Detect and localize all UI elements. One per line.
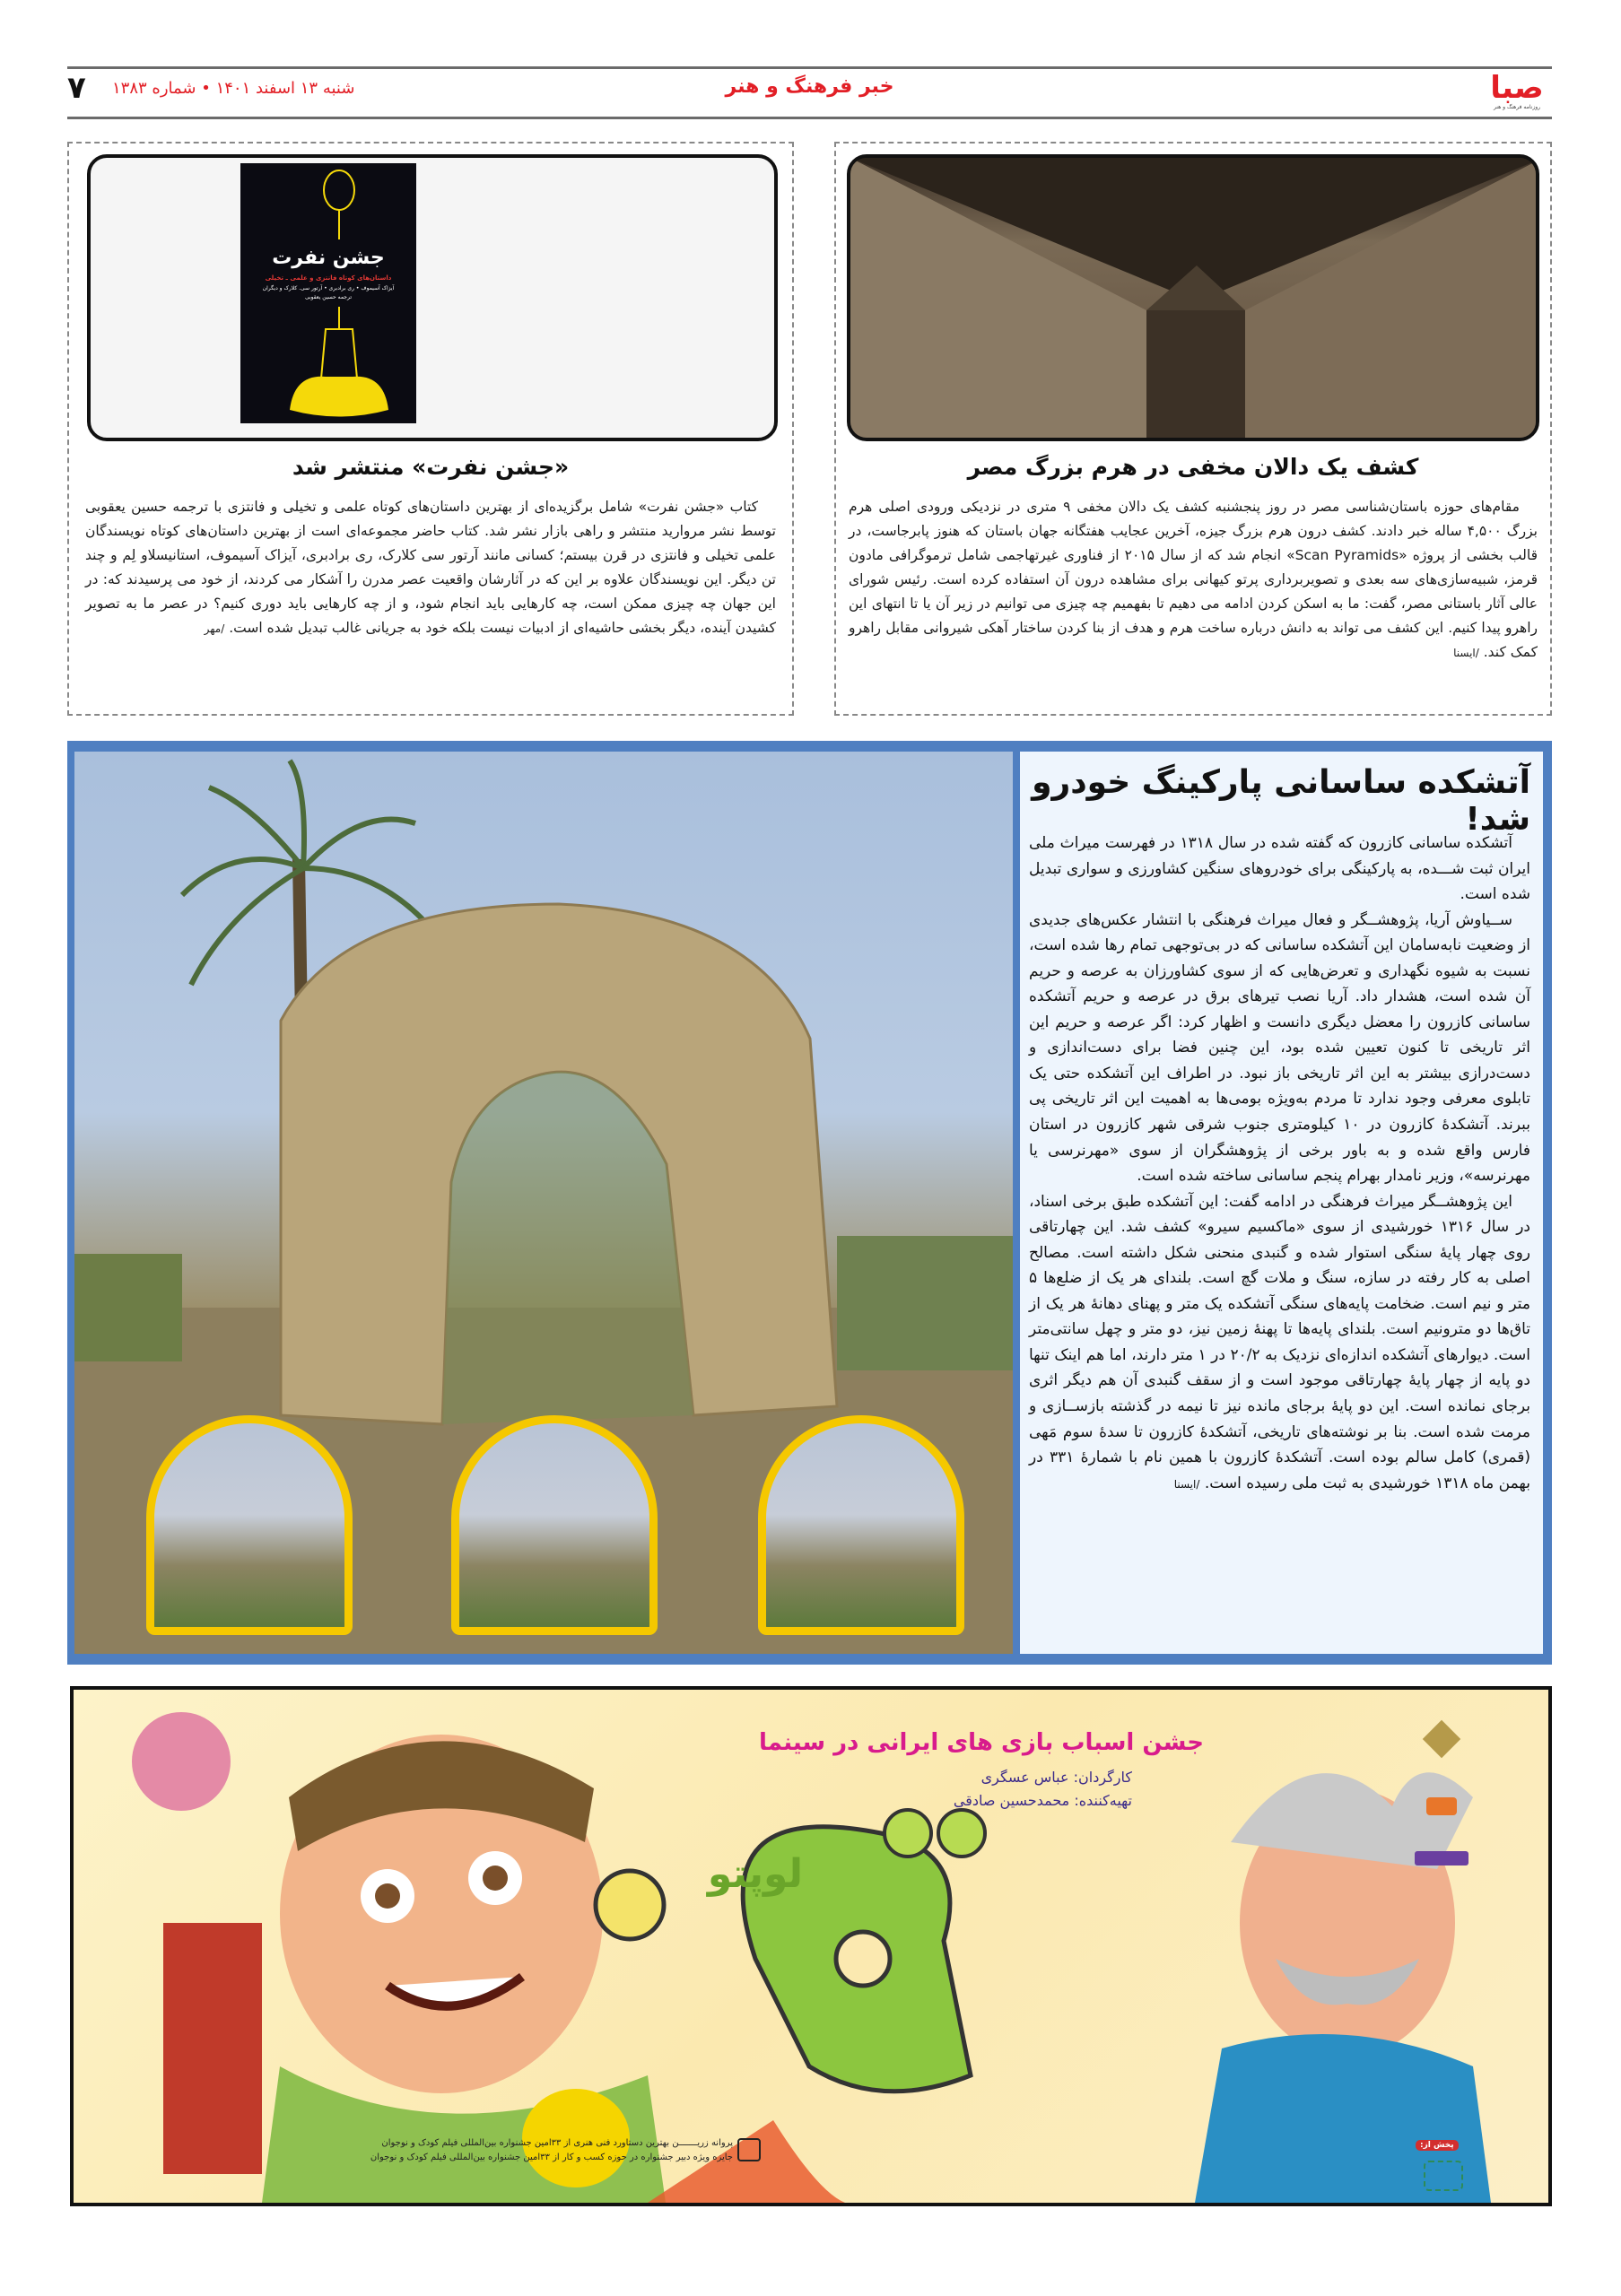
sponsor-logo-icon	[1415, 1851, 1468, 1866]
dateline: شنبه ۱۳ اسفند ۱۴۰۱ • شماره ۱۳۸۳	[112, 79, 355, 98]
feature-paragraph: ســیاوش آریا، پژوهشــگر و فعال میراث فرهنگی با انتشار عکس‌های جدیدی از وضعیت نابه‌سامان این آتشکده ساسانی که در بی‌توجهی تمام رها شده است، نسبت به شیوه نگهداری و تعرض‌هایی که از سوی کشاورزان به عرصه و حریم آن شده است، هشدار داد. آریا نصب تیرهای برق در عرصه و حریم آتشکده ساسانی کازرون را معضل دیگری دانست و اظهار کرد: اگر عرصه و حریم این اثر تاریخی تا کنون تعیین شده بود، این چنین فضا برای دست‌اندازی و دست‌درازی بیشتر به این اثر تاریخی باز نبود. در اطراف این آتشکده حتی یک تابلوی معرفی وجود ندارد تا مردم به‌ویژه بومی‌ها به اهمیت این اثر تاریخی پی ببرند. آتشکدهٔ کازرون در ۱۰ کیلومتری جنوب شرقی شهر کازرون در استان فارس واقع شده و به باور برخی از پژوهشگران از سوی «مهرنرسی یا مهرنرسه»، وزیر نامدار بهرام پنجم ساسانی ساخته شده است.	[1029, 910, 1530, 1186]
page-number: ۷	[67, 70, 86, 106]
fire-temple-article-title: آتشکده ساسانی پارکینگ خودرو شد!	[1032, 764, 1530, 838]
feature-paragraph: آتشکده ساسانی کازرون که گفته شده در سال ۱۳۱۸ در فهرست میراث ملی ایران ثبت شـــده، به پارکینگی برای خودروهای سنگین کشاورزی و سواری تبدیل شده است.	[1029, 834, 1530, 904]
ad-film-logo: لوپتو	[707, 1851, 804, 1897]
ad-award-1: پروانه زریـــــــن بهترین دستاورد فنی هنری از ۳۳امین جشنواره بین‌المللی فیلم کودک و نوجوان	[381, 2138, 733, 2148]
book-cover-title: جشن نفرت	[272, 247, 385, 269]
pyramid-article-text: مقام‌های حوزه باستان‌شناسی مصر در روز پنجشنبه کشف یک دالان مخفی ۹ متری در نزدیکی ورودی اصلی هرم بزرگ ۴,۵۰۰ ساله خبر دادند. کشف درون هرم بزرگ جیزه، آخرین عجایب هفتگانه جهان باستان که هنوز پابرجاست، در قالب بخشی از پروژه «Scan Pyramids» انجام شد که از سال ۲۰۱۵ از فناوری غیرتهاجمی شامل ترموگرافی مادون قرمز، شبیه‌سازی‌های سه بعدی و تصویربرداری پرتو کیهانی برای مشاهده درون آن استفاده کرده است. رئیس شورای عالی آثار باستانی مصر، گفت: ما به اسکن کردن ادامه می دهیم تا بفهمیم چه چیزی می توانیم در زیر آن یا تا انتهای این راهرو پیدا کنیم. این کشف می تواند به دانش درباره ساخت هرم و هدف از بنا کردن ساختار آهکی شیروانی مقابل راهرو کمک کند.	[849, 499, 1538, 660]
ad-award-2: جایزه ویژه دبیر جشنواره در حوزه کسب و کار از ۳۳امین جشنواره بین‌المللی فیلم کودک و نوجوان	[370, 2152, 733, 2162]
book-cover-translator: ترجمه حسین یعقوبی	[305, 294, 352, 300]
pyramid-article	[834, 142, 1552, 716]
fire-temple-text-panel	[1020, 752, 1543, 1654]
feature-article-source: /ایسنا	[1173, 1477, 1200, 1491]
page-header	[67, 70, 1552, 111]
header-top-rule	[67, 66, 1552, 69]
ad-tagline: جشن اسباب بازی های ایرانی در سینما	[759, 1729, 1204, 1756]
book-article-source: /مهر	[204, 622, 225, 635]
section-title: خبر فرهنگ و هنر	[725, 75, 894, 98]
book-cover-subtitle: داستان‌های کوتاه فانتزی و علمی ـ تخیلی	[265, 274, 392, 282]
book-article-title: «جشن نفرت» منتشر شد	[292, 454, 570, 480]
sponsor-logo-icon	[1426, 1797, 1457, 1815]
distributor-logo-icon	[1424, 2161, 1463, 2191]
pyramid-article-source: /ایسنا	[1453, 646, 1479, 659]
fire-temple-main-photo	[74, 752, 1013, 1654]
fire-temple-feature	[67, 741, 1552, 1665]
book-article-body	[85, 495, 776, 640]
ad-illustration	[74, 1690, 1548, 2203]
ad-producer: تهیه‌کننده: محمدحسین صادقی	[953, 1792, 1132, 1809]
ad-director: کارگردان: عباس عسگری	[980, 1769, 1132, 1786]
lupto-film-advertisement[interactable]	[70, 1686, 1552, 2206]
pyramid-article-title: کشف یک دالان مخفی در هرم بزرگ مصر	[967, 454, 1419, 480]
distribution-label: پخش از:	[1416, 2140, 1459, 2151]
book-article-text: کتاب «جشن نفرت» شامل برگزیده‌ای از بهترین داستان‌های کوتاه علمی و تخیلی و فانتزی با ترجمه حسین یعقوبی توسط نشر مروارید منتشر و راهی بازار نشر شد. کتاب حاضر مجموعه‌ای است از بهترین داستان‌های کوتاه نویسندگان علمی تخیلی و فانتزی در قرن بیستم؛ کسانی مانند آرتور سی کلارک، ری برادبری، آیزاک آسیموف، استانیسلاو لِم و چند تن دیگر. این نویسندگان علاوه بر این که در آثارشان واقعیت عصر مدرن را آشکار می کردند، از خود می پرسیدند که: در این جهان چه چیزی ممکن است، چه کارهایی باید انجام شود، و از چه کارهایی باید دوری کنیم؟ در عصر ما به تصویر کشیدن آینده، دیگر بخشی حاشیه‌ای از ادبیات نیست بلکه خود به جریانی غالب تبدیل شده است.	[85, 499, 776, 636]
book-cover-authors: آیزاک آسیموف • ری برادبری • آرتور سی. کلارک و دیگران	[262, 285, 395, 291]
inset-photo-arch	[451, 1415, 658, 1635]
logo-text: صبا	[1490, 70, 1544, 106]
logo-tagline: روزنامه فرهنگ و هنر	[1493, 104, 1541, 110]
feature-paragraph: این پژوهشــگر میراث فرهنگی در ادامه گفت: این آتشکده طبق برخی اسناد، در سال ۱۳۱۶ خورشیدی از سوی «ماکسیم سیرو» کشف شد. این چهارتاقی روی چهار پایهٔ سنگی استوار شده و گنبدی منحنی شکل داشته است. مصالح اصلی به کار رفته در سازه، سنگ و ملات گچ است. بلندای هر یک از ضلع‌ها ۵ متر و نیم است. ضخامت پایه‌های سنگی آتشکده یک متر و پهنای دهانهٔ هر یک از تاق‌ها دو مترونیم است. بلندای پایه‌ها تا پهنهٔ زمین نیز، دو متر و چهل سانتی‌متر است. دیوارهای آتشکده اندازه‌ای نزدیک به ۲۰/۲ در ۱ متر دارند، اما هم اینک تنها دو پایه از چهار پایهٔ چهارتاقی موجود است و از سقف گنبدی آن هم دیگر اثری برجای نمانده است. این دو پایهٔ برجای مانده نیز تا نیمه در گذشته بازســازی و مرمت شده است. بنا بر نوشته‌های تاریخی، آتشکدهٔ کازرون تا سدهٔ سوم مَهی (قمری) کامل سالم بوده است. آتشکدهٔ کازرون با همین نام با شمارهٔ ۳۳۱ در بهمن ماه ۱۳۱۸ خورشیدی به ثبت ملی رسیده است.	[1029, 1192, 1530, 1492]
fire-temple-article-body	[1029, 831, 1530, 1496]
film-festival-icon	[737, 2138, 761, 2161]
header-bottom-rule	[67, 117, 1552, 119]
inset-photo-tractor	[146, 1415, 353, 1635]
book-article	[67, 142, 794, 716]
inset-photo-parked-cars	[758, 1415, 964, 1635]
book-cover-illustration	[240, 163, 416, 423]
book-cover-photo	[87, 154, 778, 441]
pyramid-article-body	[849, 495, 1538, 665]
book-cover	[240, 163, 416, 423]
pyramid-corridor-photo	[847, 154, 1539, 441]
corridor-illustration	[850, 158, 1539, 441]
